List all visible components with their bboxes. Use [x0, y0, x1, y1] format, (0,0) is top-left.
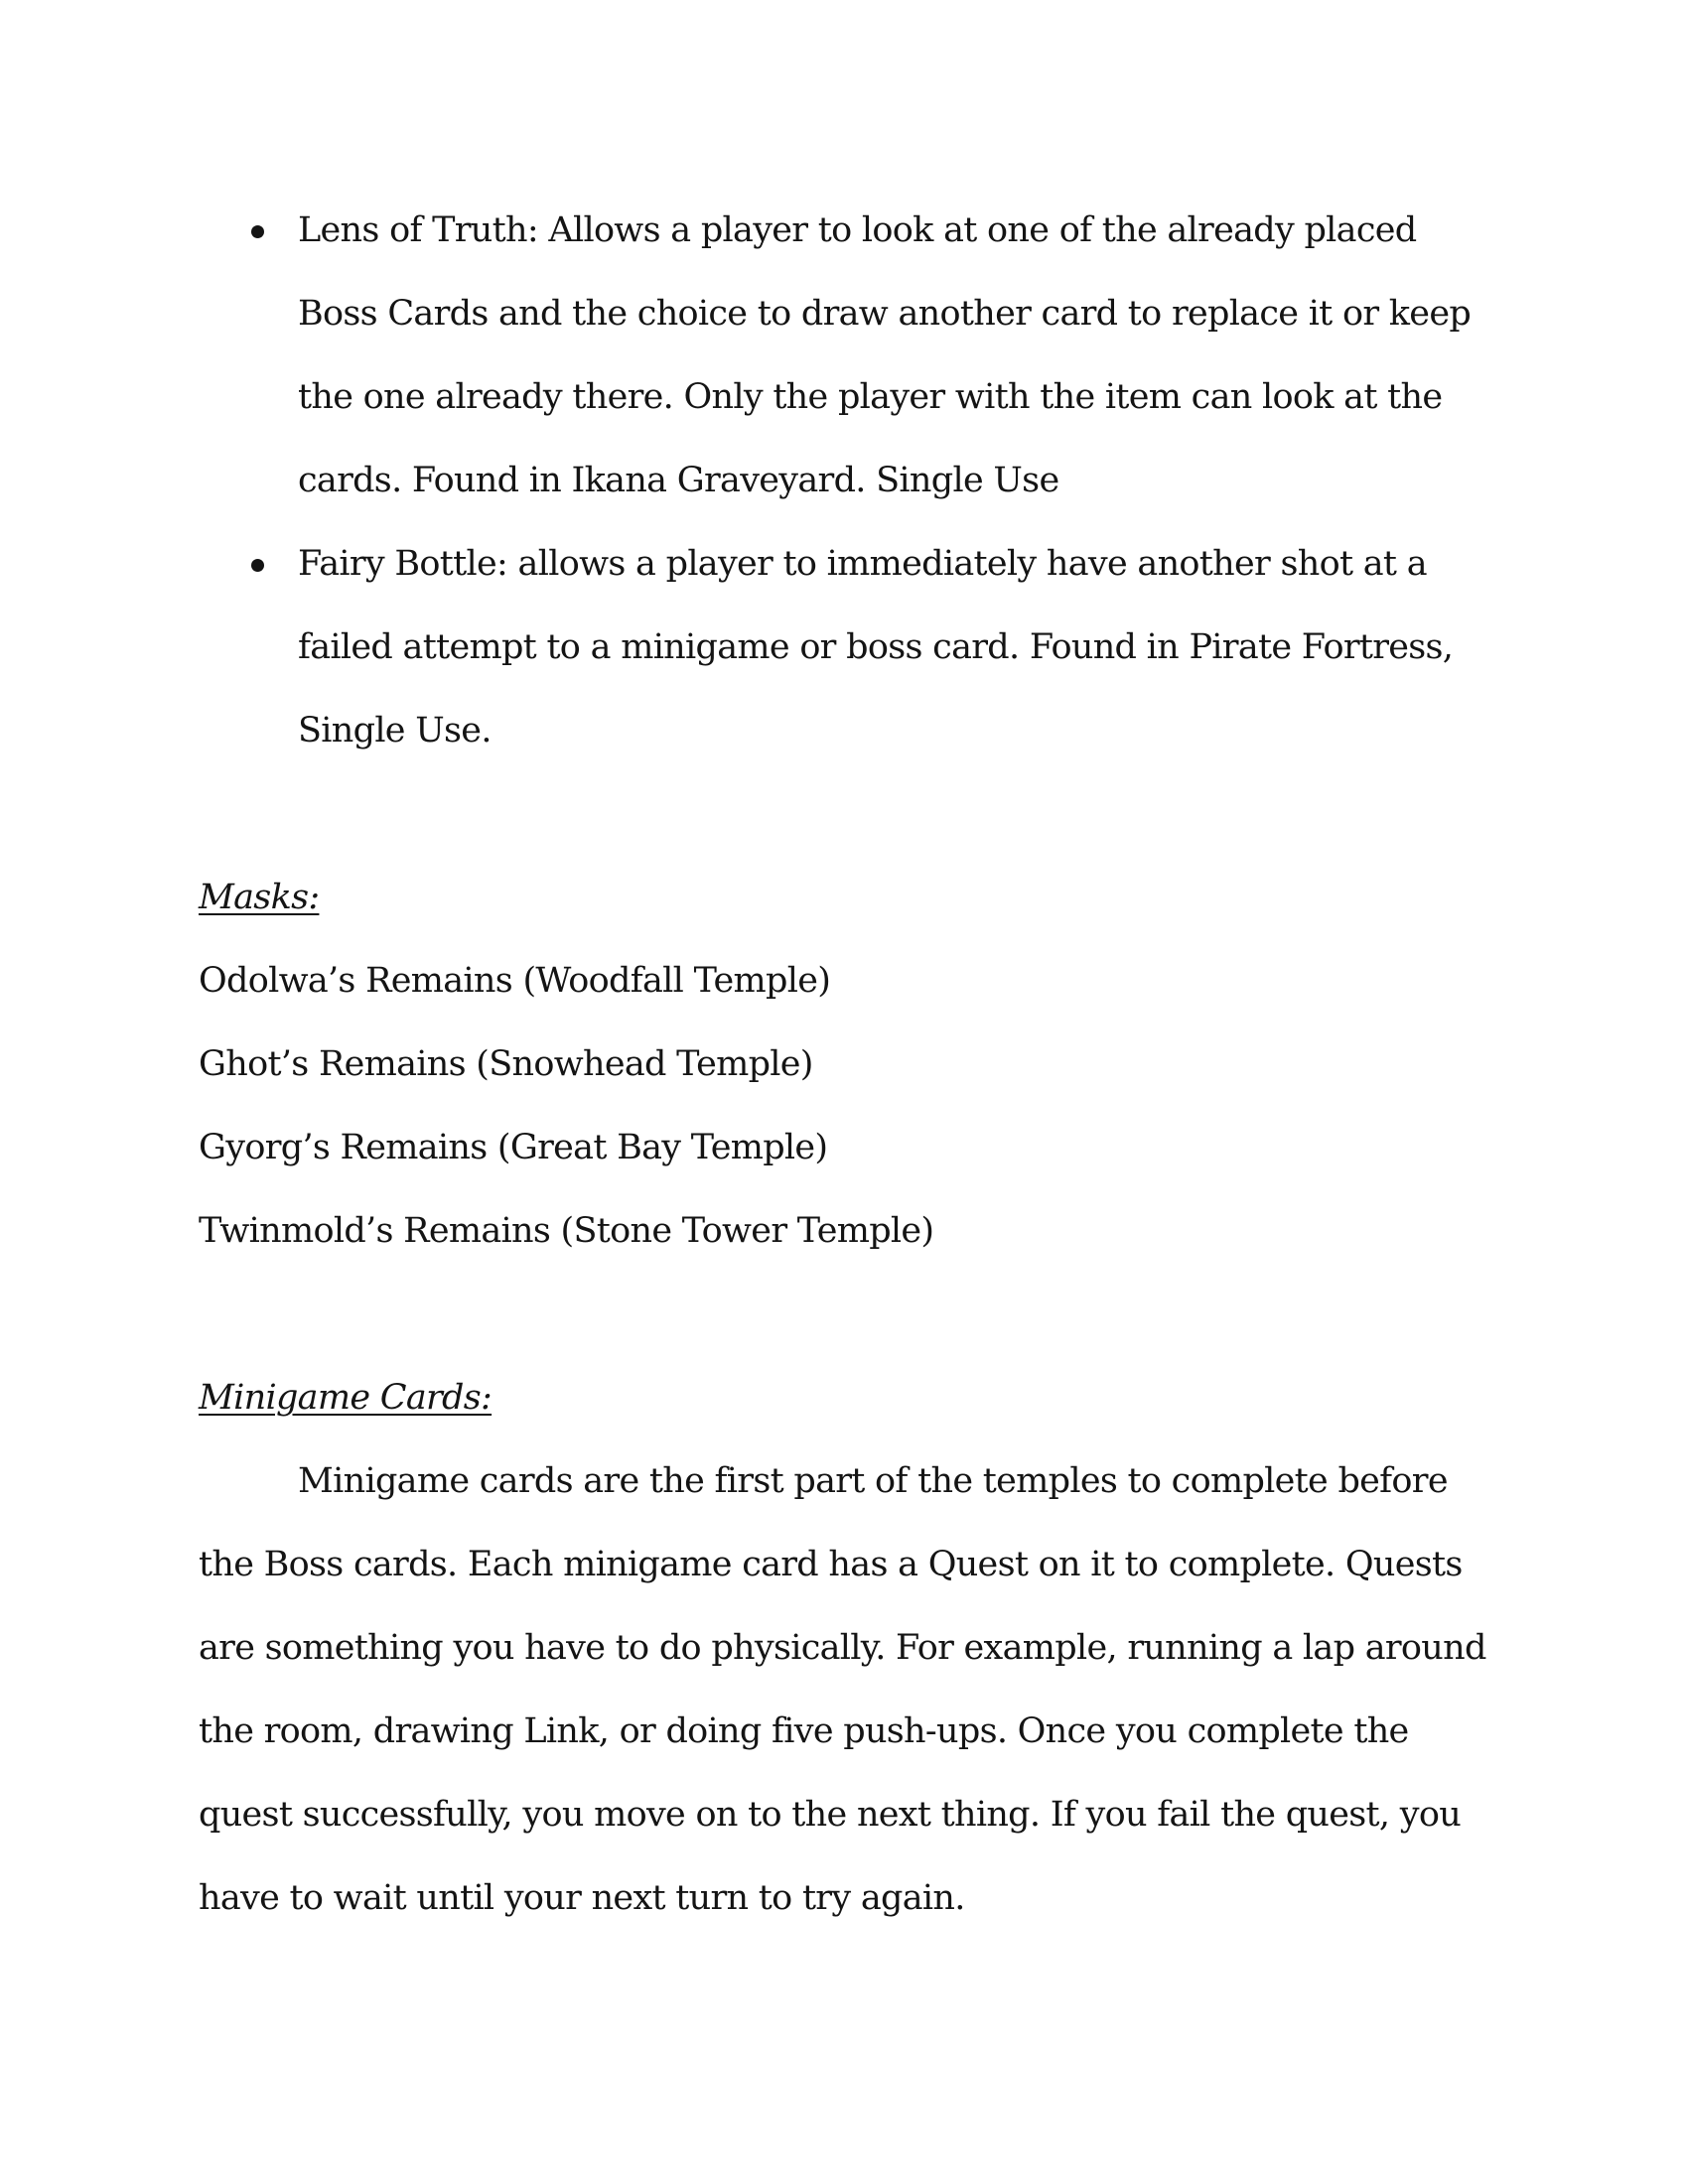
list-item-text: Fairy Bottle: allows a player to immediately have another shot at a failed attempt to a minigame or boss card. Found in Pirate Fortress, Single Use.: [298, 544, 1454, 751]
list-item-text: Lens of Truth: Allows a player to look at one of the already placed Boss Cards and the choice to draw another card to replace it or keep the one already there. Only the player with the item can look at the cards. Found in Ikana Graveyard. Single Use: [298, 210, 1472, 500]
spacer: [199, 1273, 1489, 1356]
spacer: [199, 772, 1489, 856]
mask-line-odolwa: Odolwa’s Remains (Woodfall Temple): [199, 961, 831, 1001]
mask-line-twinmold: Twinmold’s Remains (Stone Tower Temple): [199, 1211, 934, 1251]
list-item-fairy-bottle: [199, 522, 1489, 772]
masks-heading: Masks:: [199, 878, 320, 917]
items-list: [199, 189, 1489, 772]
mask-line-ghot: Ghot’s Remains (Snowhead Temple): [199, 1044, 813, 1084]
bullet-icon: [251, 225, 264, 238]
bullet-icon: [251, 559, 264, 572]
document-body: [199, 189, 1489, 1940]
mask-line-gyorg: Gyorg’s Remains (Great Bay Temple): [199, 1128, 828, 1167]
list-item-lens-of-truth: [199, 189, 1489, 522]
minigame-paragraph: Minigame cards are the first part of the temples to complete before the Boss cards. Each minigame card has a Quest on it to complete. Quests are something you have to do physically. For example, running a lap around the room, drawing Link, or doing five push-ups. Once you complete the quest successfully, you move on to the next thing. If you fail the quest, you have to wait until your next turn to try again.: [199, 1461, 1486, 1918]
minigame-heading: Minigame Cards:: [199, 1378, 492, 1418]
